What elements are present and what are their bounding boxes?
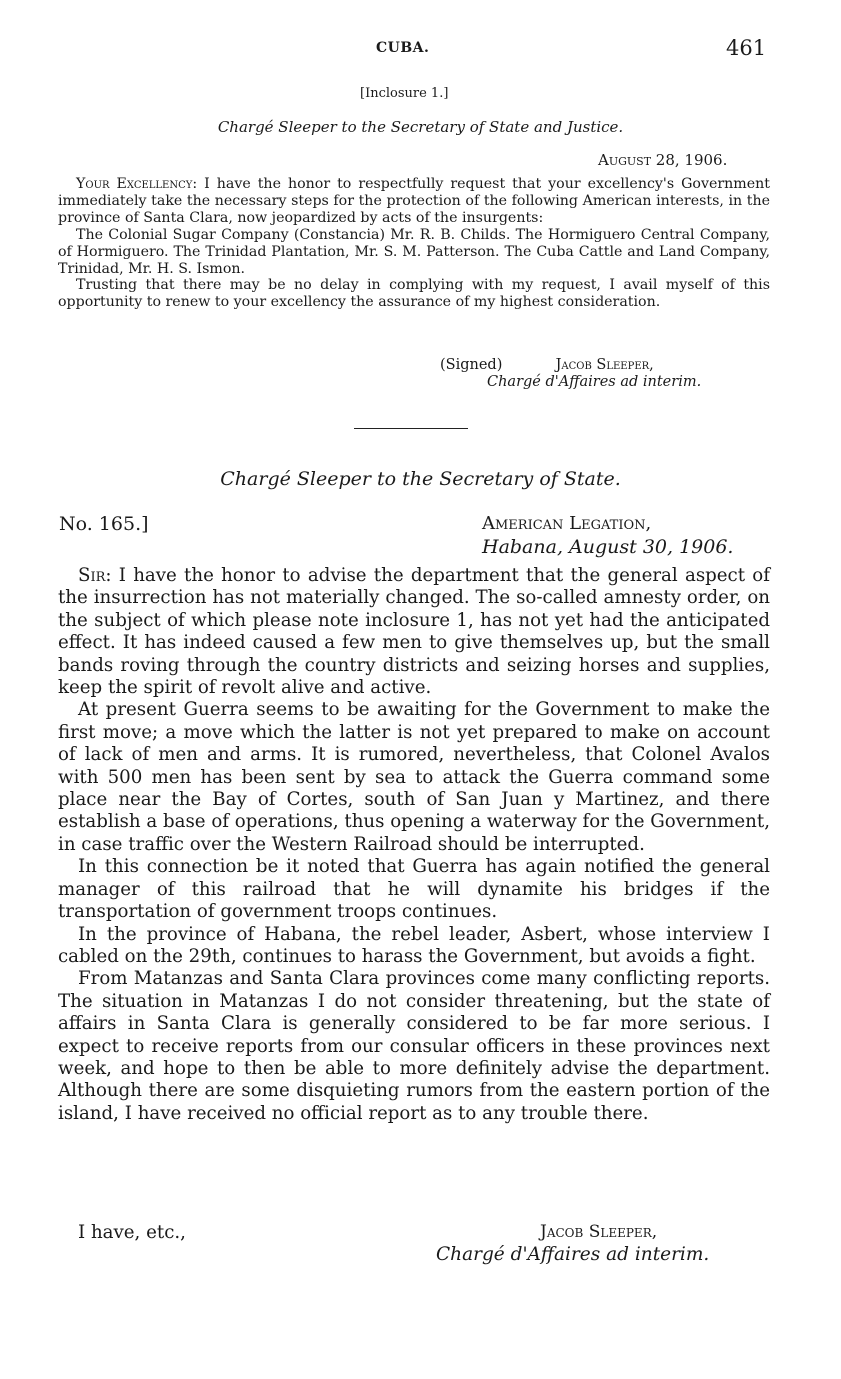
inclosure-body: [58, 176, 770, 311]
inclosure-paragraph: Trusting that there may be no delay in complying with my request, I avail myself of this opportunity to renew to your excellency the assurance of my highest consideration.: [58, 277, 770, 311]
place-date: Habana, August 30, 1906.: [482, 536, 734, 558]
page-number: 461: [726, 36, 767, 60]
inclosure-signer: Jacob Sleeper,: [555, 357, 654, 373]
dispatch-paragraph: At present Guerra seems to be awaiting for the Government to make the first move; a move which the latter is not yet prepared to make on account of lack of men and arms. It is rumored, nevertheless, that Colonel Avalos with 500 men has been sent by sea to attack the Guerra command some place near the Bay of Cortes, south of San Juan y Martinez, and there establish a base of operations, thus opening a waterway for the Government, in case traffic over the Western Railroad should be interrupted.: [58, 699, 770, 855]
inclosure-signer-title: Chargé d'Affaires ad interim.: [487, 374, 702, 390]
dispatch-heading: Chargé Sleeper to the Secretary of State.: [220, 468, 621, 490]
legation: American Legation,: [482, 513, 652, 534]
dispatch-body: [58, 565, 770, 1125]
dispatch-signer: Jacob Sleeper,: [540, 1222, 658, 1242]
inclosure-salutation: Your Excellency: [76, 176, 193, 192]
dispatch-paragraph: From Matanzas and Santa Clara provinces come many conflicting reports. The situation in Matanzas I do not consider threatening, but the state of affairs in Santa Clara is generally considered to be far more serious. I expect to receive reports from our consular officers in these provinces next week, and hope to then be able to more definitely advise the department. Although there are some disquieting rumors from the eastern portion of the island, I have received no official report as to any trouble there.: [58, 968, 770, 1124]
inclosure-heading: Chargé Sleeper to the Secretary of State and Justice.: [217, 118, 624, 136]
dispatch-paragraph: Sir: I have the honor to advise the department that the general aspect of the insurrection has not materially changed. The so-called amnesty order, on the subject of which please note inclosure 1, has not yet had the anticipated effect. It has indeed caused a few men to give themselves up, but the small bands roving through the country districts and seizing horses and supplies, keep the spirit of revolt alive and active.: [58, 565, 770, 699]
dispatch-signer-title: Chargé d'Affaires ad interim.: [436, 1244, 710, 1265]
inclosure-paragraph: Your Excellency: I have the honor to respectfully request that your excellency's Government immediately take the necessary steps for the protection of the following American interests, in the province of Santa Clara, now jeopardized by acts of the insurgents:: [58, 176, 770, 226]
section-divider: [354, 428, 468, 429]
dispatch-salutation: Sir: [78, 565, 106, 586]
inclosure-signature: [440, 357, 654, 373]
signed-label: (Signed): [440, 357, 503, 373]
dispatch-paragraph: In the province of Habana, the rebel leader, Asbert, whose interview I cabled on the 29th, continues to harass the Government, but avoids a fight.: [58, 923, 770, 967]
inclosure-paragraph: The Colonial Sugar Company (Constancia) Mr. R. B. Childs. The Hormiguero Central Company, of Hormiguero. The Trinidad Plantation, Mr. S. M. Patterson. The Cuba Cattle and Land Company, Trinidad, Mr. H. S. Ismon.: [58, 226, 770, 277]
running-title: CUBA.: [376, 40, 430, 56]
dispatch-paragraph: In this connection be it noted that Guerra has again notified the general manager of this railroad that he will dynamite his bridges if the transportation of government troops continues.: [58, 856, 770, 923]
dispatch-number: No. 165.]: [59, 513, 149, 535]
closing: I have, etc.,: [78, 1222, 186, 1243]
inclosure-label: [Inclosure 1.]: [360, 86, 449, 101]
inclosure-date: August 28, 1906.: [598, 151, 728, 169]
